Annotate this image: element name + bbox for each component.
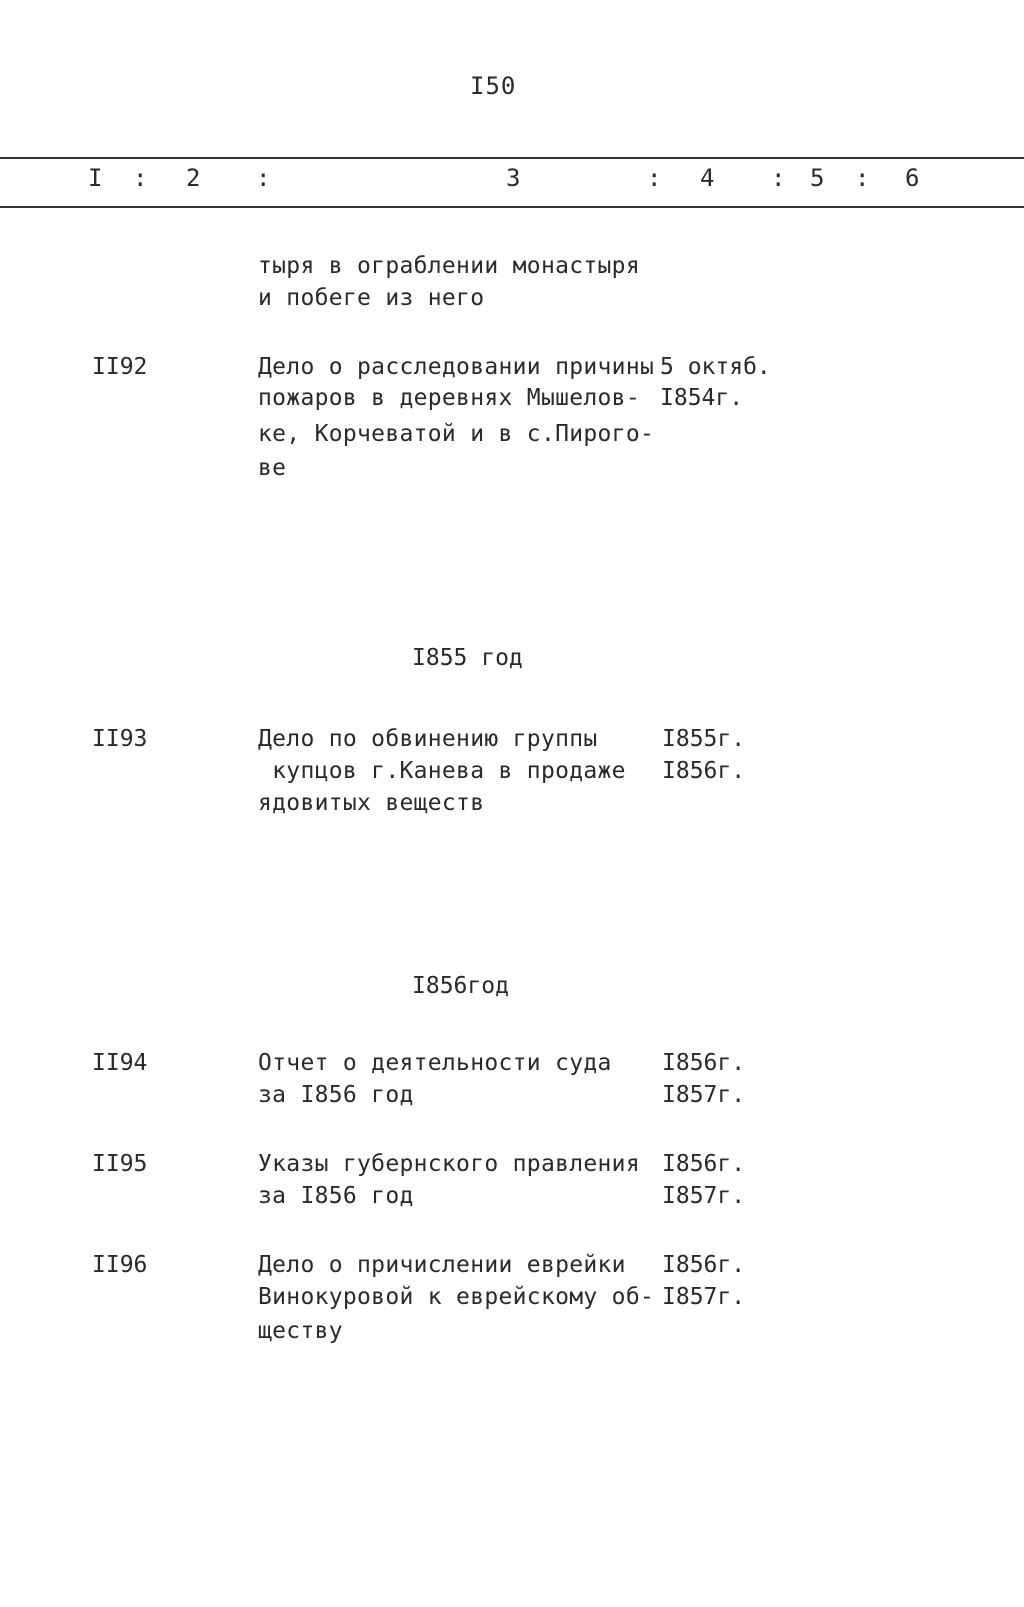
entry-date-start: I856г. (662, 1151, 746, 1177)
entry-number: II93 (92, 726, 148, 752)
entry-date-end: I857г. (662, 1183, 746, 1209)
column-header-6: 6 (905, 164, 920, 192)
entry-date-start: I855г. (662, 726, 746, 752)
entry-number: II95 (92, 1151, 148, 1177)
entry-date-start: I856г. (662, 1050, 746, 1076)
entry-text-line: пожаров в деревнях Мышелов- (258, 385, 640, 411)
entry-text-line: тыря в ограблении монастыря (258, 253, 640, 279)
entry-date-start: 5 октяб. (660, 354, 771, 380)
entry-date-end: I857г. (662, 1284, 746, 1310)
column-header-2: 2 (186, 164, 201, 192)
entry-text-line: Дело о причислении еврейки (258, 1252, 626, 1278)
entry-text-line: за I856 год (258, 1082, 414, 1108)
table-header-bottom-rule (0, 206, 1024, 208)
column-separator: : (647, 164, 662, 192)
column-header-4: 4 (700, 164, 715, 192)
entry-number: II94 (92, 1050, 148, 1076)
entry-text-line: за I856 год (258, 1183, 414, 1209)
column-separator: : (855, 164, 870, 192)
page-number: I50 (470, 72, 517, 100)
column-header-5: 5 (810, 164, 825, 192)
entry-text-line: ке, Корчеватой и в с.Пирого- (258, 421, 655, 447)
entry-text-line: ществу (258, 1318, 343, 1344)
entry-date-end: I854г. (660, 385, 744, 411)
column-separator: : (771, 164, 786, 192)
entry-number: II92 (92, 354, 148, 380)
entry-number: II96 (92, 1252, 148, 1278)
year-heading: I856год (412, 973, 509, 999)
year-heading: I855 год (412, 645, 523, 671)
entry-text-line: купцов г.Канева в продаже (258, 758, 626, 784)
entry-text-line: Отчет о деятельности суда (258, 1050, 612, 1076)
column-header-1: I (88, 164, 103, 192)
entry-date-end: I856г. (662, 758, 746, 784)
column-header-3: 3 (506, 164, 521, 192)
entry-text-line: Дело по обвинению группы (258, 726, 598, 752)
entry-date-start: I856г. (662, 1252, 746, 1278)
entry-date-end: I857г. (662, 1082, 746, 1108)
entry-text-line: Винокуровой к еврейскому об- (258, 1284, 655, 1310)
entry-text-line: ядовитых веществ (258, 790, 485, 816)
column-separator: : (256, 164, 271, 192)
entry-text-line: ве (258, 455, 287, 481)
entry-text-line: и побеге из него (258, 285, 485, 311)
table-header-top-rule (0, 157, 1024, 159)
entry-text-line: Дело о расследовании причины (258, 354, 655, 380)
table-column-header (0, 164, 1024, 200)
entry-text-line: Указы губернского правления (258, 1151, 640, 1177)
column-separator: : (133, 164, 148, 192)
